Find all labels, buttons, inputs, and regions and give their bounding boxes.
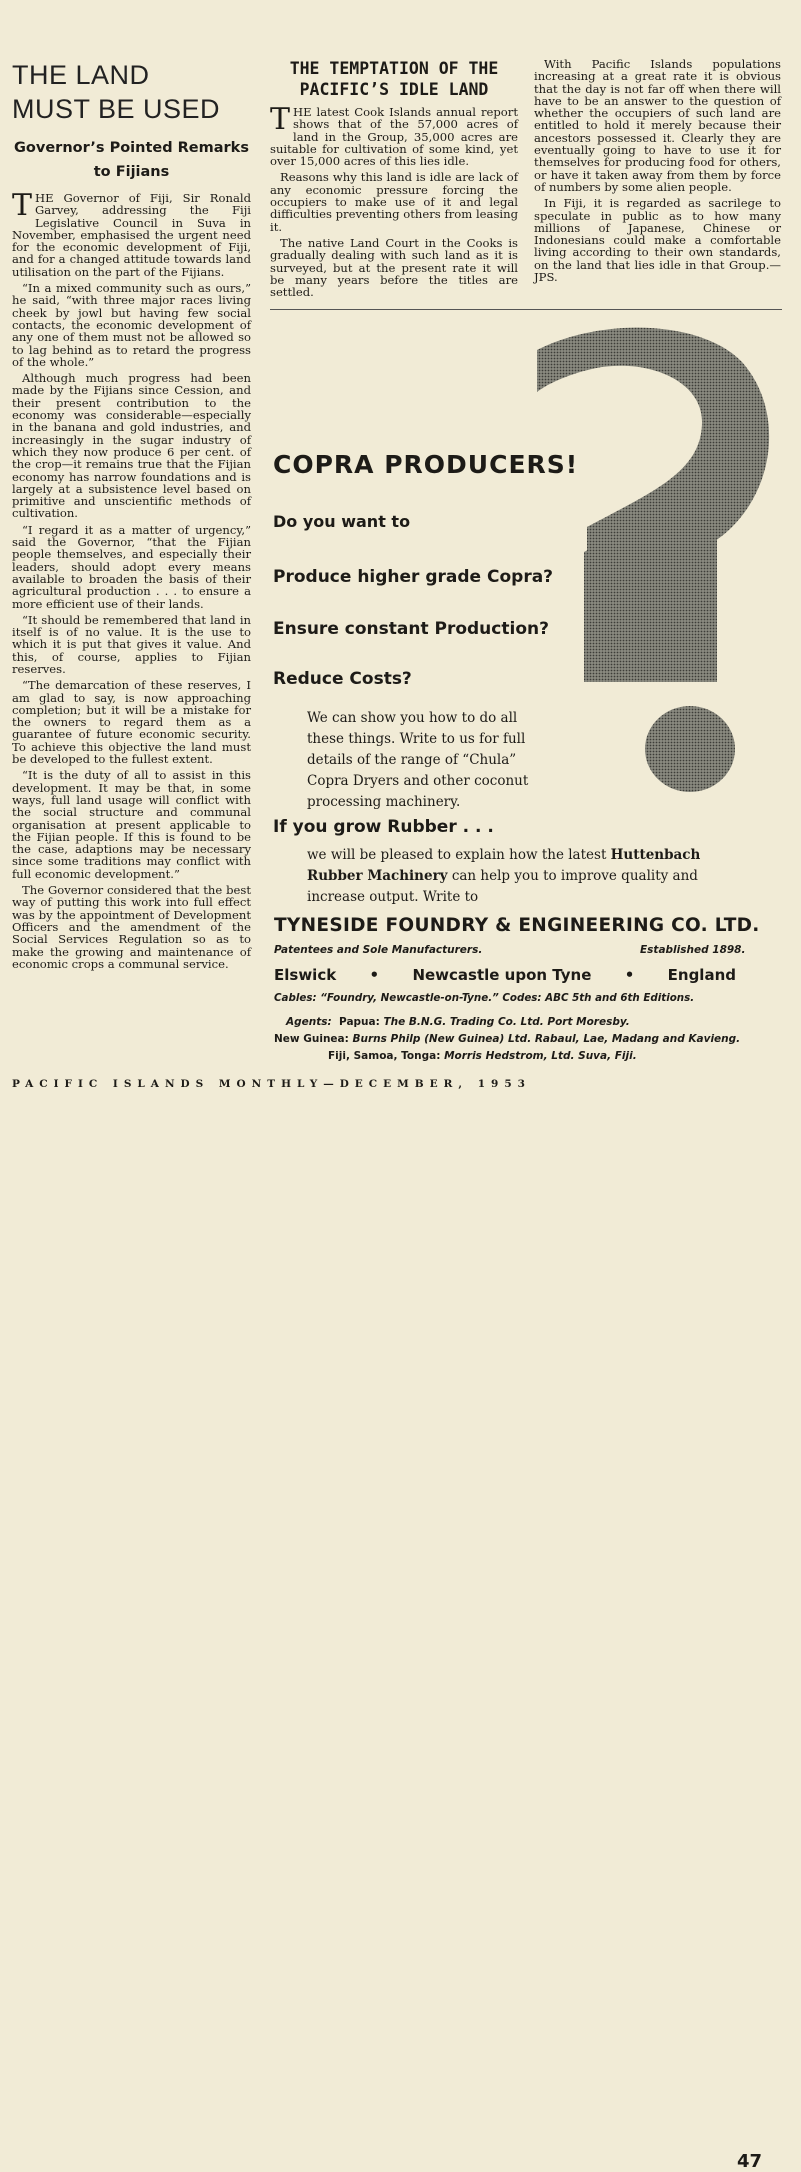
new-guinea-agent: Burns Philp (New Guinea) Ltd. Rabaul, Lae, Madang and Kavieng. [352, 1033, 741, 1045]
advertisement-copra [262, 312, 782, 1062]
paragraph [270, 102, 518, 169]
ad-question-1: Do you want to [273, 512, 411, 531]
location-item: Newcastle upon Tyne [412, 966, 592, 984]
paragraph-text: HE Governor of Fiji, Sir Ronald Garvey, addressing the Fiji Legislative Council in Suva in November, emphasised the urgent need for the economic development of Fiji, and for a changed attitude towards land utilisation on the part of the Fijians. [12, 191, 251, 279]
paragraph: “It is the duty of all to assist in this development. It may be that, in some ways, full land usage will conflict with the social structure and communal organisation at present applicable to the Fijian people. If this is found to be the case, adaptions may be necessary since some traditions may conflict with full economic development.” [12, 768, 251, 881]
new-guinea-label: New Guinea: [274, 1033, 349, 1045]
drop-cap: T [270, 102, 291, 137]
established-note: Established 1898. [640, 944, 746, 956]
agents-fiji [328, 1050, 637, 1062]
article-continuation [534, 58, 781, 287]
article-temptation-idle-land [270, 58, 518, 302]
article-subtitle [12, 136, 251, 184]
company-locations [274, 966, 736, 984]
page-number: 47 [736, 2151, 762, 2172]
rubber-text: can help you to improve quality and [447, 868, 698, 884]
ad-body-line: these things. Write to us for full [307, 731, 526, 747]
divider [270, 309, 782, 310]
page-footer [12, 1078, 782, 2172]
ad-body-line: processing machinery. [307, 794, 461, 810]
rubber-text: we will be pleased to explain how the latest [307, 847, 611, 863]
rubber-text: increase output. Write to [307, 889, 479, 905]
title-line-1: THE TEMPTATION OF THE [289, 59, 499, 78]
title-line-2: MUST BE USED [12, 94, 221, 124]
rubber-headline: If you grow Rubber . . . [273, 817, 494, 837]
fiji-agent: Morris Hedstrom, Ltd. Suva, Fiji. [444, 1050, 637, 1062]
paragraph: The native Land Court in the Cooks is gradually dealing with such land as it is surveyed, but at the present rate it will be many years before the titles are settled. [270, 235, 518, 300]
subtitle-line-2: to Fijians [93, 164, 170, 180]
ad-body-text [307, 708, 528, 813]
title-line-2: PACIFIC’S IDLE LAND [299, 80, 489, 99]
drop-cap: T [12, 188, 33, 223]
article-title [270, 58, 518, 100]
fiji-label: Fiji, Samoa, Tonga: [328, 1050, 441, 1062]
location-item: Elswick [274, 966, 337, 984]
article-land-must-be-used [12, 58, 251, 974]
ad-body-line: We can show you how to do all [307, 710, 518, 726]
paragraph: In Fiji, it is regarded as sacrilege to speculate in public as to how many millions of Japanese, Chinese or Indonesians could make a comfortable living according to their own standards, on the land that lies idle in that Group.—JPS. [534, 196, 781, 285]
paragraph: With Pacific Islands populations increasing at a great rate it is obvious that the day is not far off when there will have to be an answer to the question of whether the occupiers of such land are entitled to hold it merely because their ancestors possessed it. Clearly they are eventually going to have to use it for themselves for producing food for others, or have it taken away from them by force of numbers by some alien people. [534, 57, 781, 194]
footer-text: PACIFIC ISLANDS MONTHLY—DECEMBER, 1953 [12, 1078, 531, 1090]
ad-body-line: details of the range of “Chula” [307, 752, 517, 768]
bullet-separator: • [624, 966, 635, 984]
ad-question-2: Produce higher grade Copra? [273, 567, 554, 587]
ad-question-3: Ensure constant Production? [273, 619, 549, 639]
ad-question-4: Reduce Costs? [273, 669, 412, 689]
rubber-bold: Huttenbach [610, 847, 701, 863]
paragraph: “It should be remembered that land in itself is of no value. It is the use to which it is put that gives it value. And this, of course, applies to Fijian reserves. [12, 612, 251, 676]
patentees-note: Patentees and Sole Manufacturers. [274, 944, 483, 956]
bullet-separator: • [369, 966, 380, 984]
article-title [12, 58, 251, 126]
paragraph: “The demarcation of these reserves, I am glad to say, is now approaching completion; but it will be a mistake for the owners to regard them as a guarantee of future economic security. To achieve this objective the land must be developed to the fullest extent. [12, 678, 251, 767]
paragraph: The Governor considered that the best way of putting this work into full effect was by the appointment of Development Officers and the amendment of the Social Services Regulation so as to make the growing and maintenance of economic crops a communal service. [12, 883, 251, 971]
location-item: England [667, 966, 736, 984]
papua-agent: The B.N.G. Trading Co. Ltd. Port Moresby. [383, 1016, 630, 1028]
paragraph [12, 188, 251, 279]
subtitle-line-1: Governor’s Pointed Remarks [14, 140, 249, 156]
ad-body-line: Copra Dryers and other coconut [307, 773, 529, 789]
company-name: TYNESIDE FOUNDRY & ENGINEERING CO. LTD. [274, 915, 760, 936]
paragraph: Although much progress had been made by the Fijians since Cession, and their present contribution to the economy was considerable—especially in the banana and gold industries, and increasingly in the sugar industry of which they now produce 6 per cent. of the crop—it remains true that the Fijian economy has narrow foundations and is largely at a subsistence level based on primitive and unscientific methods of cultivation. [12, 371, 251, 521]
paragraph: Reasons why this land is idle are lack of any economic pressure forcing the occupiers to make use of it and legal difficulties preventing others from leasing it. [270, 170, 518, 234]
rubber-body [307, 845, 700, 908]
paragraph: “In a mixed community such as ours,” he said, “with three major races living cheek by jowl but having few social contacts, the economic development of any one of them must not be allowed so to lag behind as to retard the progress of the whole.” [12, 281, 251, 369]
papua-label: Papua: [339, 1016, 380, 1028]
ad-headline: COPRA PRODUCERS! [273, 450, 579, 479]
rubber-bold: Rubber Machinery [307, 868, 448, 884]
title-line-1: THE LAND [12, 60, 150, 90]
agents-new-guinea [274, 1033, 740, 1045]
paragraph-text: HE latest Cook Islands annual report shows that of the 57,000 acres of land in the Group, 35,000 acres are suitable for cultivation of some kind, yet over 15,000 acres of this lies idle. [270, 105, 518, 169]
agents-label: Agents: [286, 1016, 332, 1028]
agents-papua [286, 1016, 630, 1028]
cables-codes: Cables: “Foundry, Newcastle-on-Tyne.” Codes: ABC 5th and 6th Editions. [274, 992, 695, 1004]
paragraph: “I regard it as a matter of urgency,” said the Governor, “that the Fijian people themselves, and especially their leaders, should adopt every means available to broaden the basis of their agricultural production . . . to ensure a more efficient use of their lands. [12, 522, 251, 611]
